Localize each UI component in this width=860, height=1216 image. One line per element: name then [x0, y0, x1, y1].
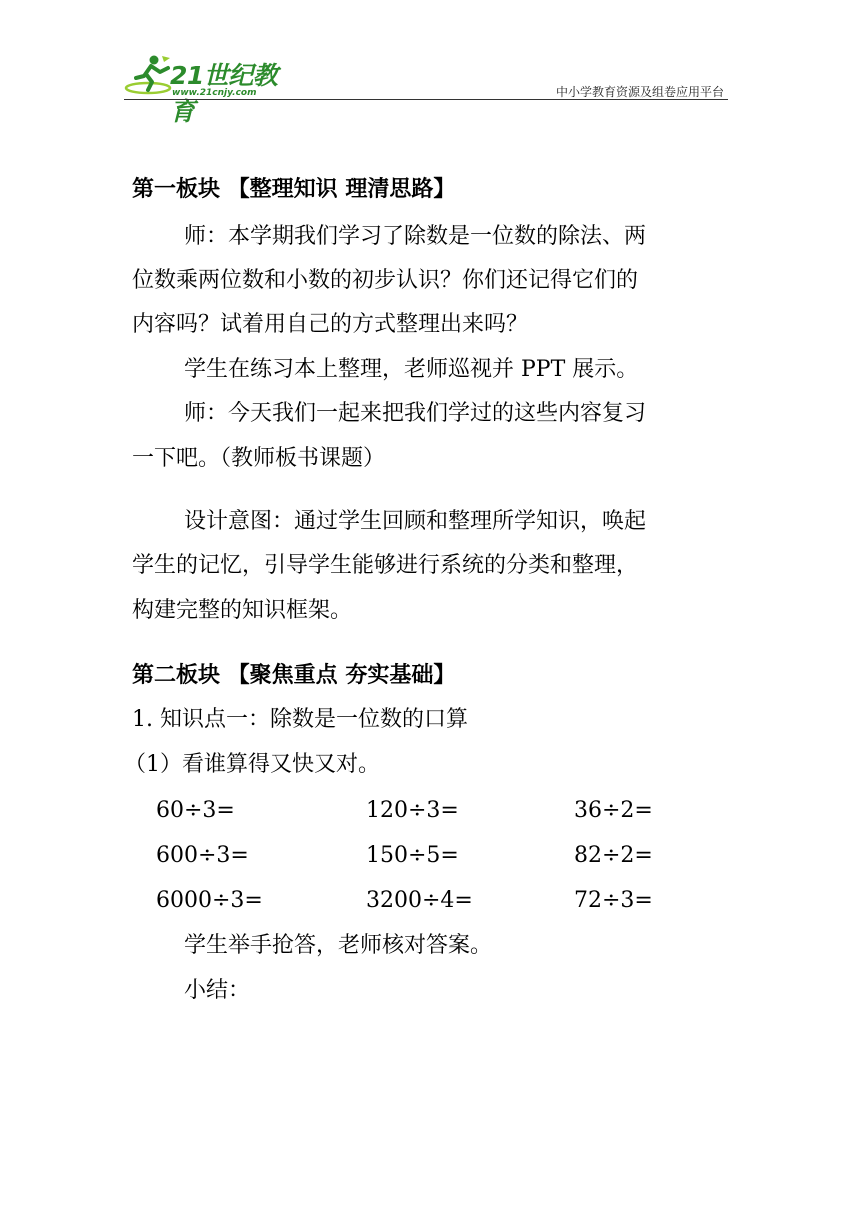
site-tagline: 中小学教育资源及组卷应用平台 [555, 85, 724, 99]
teacher-line-1: 师：本学期我们学习了除数是一位数的除法、两 [184, 224, 647, 249]
header-divider [124, 99, 728, 100]
section1-title: 第一板块 【整理知识 理清思路】 [132, 176, 456, 202]
calc-item: 120÷3= [366, 798, 459, 823]
calc-item: 150÷5= [366, 843, 459, 868]
design-intent-line-1: 设计意图：通过学生回顾和整理所学知识，唤起 [184, 509, 647, 534]
calc-item: 36÷2= [574, 798, 653, 823]
calc-row [156, 841, 676, 871]
section2-title: 第二板块 【聚焦重点 夯实基础】 [132, 662, 456, 688]
teacher2-line-2: 一下吧。（教师板书课题） [132, 446, 386, 471]
page-header [124, 52, 728, 126]
calc-row [156, 796, 676, 826]
calc-item: 60÷3= [156, 798, 235, 823]
student-line: 学生在练习本上整理，老师巡视并 PPT 展示。 [184, 357, 639, 382]
knowledge-point-1: 1. 知识点一：除数是一位数的口算 [132, 707, 468, 732]
teacher-line-3: 内容吗？试着用自己的方式整理出来吗？ [132, 312, 529, 337]
running-figure-icon [124, 52, 174, 96]
calc-item: 72÷3= [574, 888, 653, 913]
exercise-1-title: （1）看谁算得又快又对。 [124, 752, 380, 777]
answer-line: 学生举手抢答，老师核对答案。 [184, 933, 493, 958]
design-intent-line-3: 构建完整的知识框架。 [132, 598, 353, 623]
calc-item: 600÷3= [156, 843, 249, 868]
calc-item: 82÷2= [574, 843, 653, 868]
calc-item: 6000÷3= [156, 888, 263, 913]
summary-label: 小结： [184, 978, 251, 1003]
site-logo [124, 52, 294, 126]
logo-wordmark: 21世纪教育 [170, 61, 278, 126]
logo-url: www.21cnjy.com [172, 88, 257, 98]
calc-row [156, 886, 676, 916]
teacher-line-2: 位数乘两位数和小数的初步认识？你们还记得它们的 [132, 268, 639, 293]
calc-item: 3200÷4= [366, 888, 473, 913]
design-intent-line-2: 学生的记忆，引导学生能够进行系统的分类和整理， [132, 553, 639, 578]
teacher2-line-1: 师：今天我们一起来把我们学过的这些内容复习 [184, 401, 647, 426]
